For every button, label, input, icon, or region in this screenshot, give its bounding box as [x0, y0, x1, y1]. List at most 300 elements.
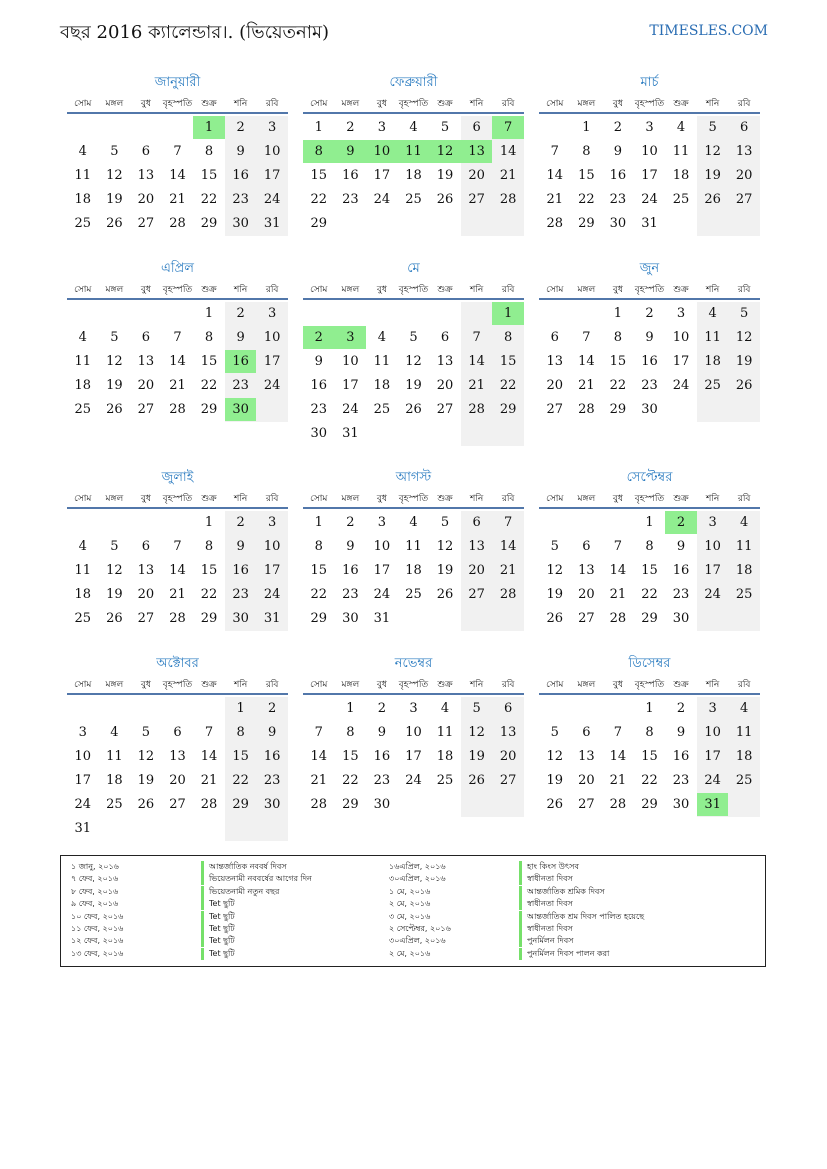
day-cell: 20	[137, 378, 155, 393]
weekday-label: বৃহস্পতি	[398, 680, 429, 690]
day-cell: 11	[398, 140, 430, 163]
day-cell: 28	[499, 192, 517, 207]
month-calendar	[539, 654, 760, 834]
day-cell: 8	[504, 330, 513, 345]
weekday-label: মঙ্গল	[341, 285, 360, 295]
month-calendar	[303, 654, 524, 834]
day-grid	[303, 116, 524, 260]
weekday-label: বৃহস্পতি	[162, 285, 193, 295]
day-cell: 7	[582, 330, 591, 345]
day-cell: 29	[641, 611, 658, 626]
day-cell: 11	[735, 725, 753, 740]
day-cell: 4	[78, 539, 87, 554]
day-cell: 11	[704, 330, 721, 345]
day-grid	[303, 697, 524, 841]
day-cell: 3	[676, 306, 686, 321]
day-cell: 26	[546, 611, 564, 626]
weekday-label: শুক্র	[437, 494, 453, 504]
day-cell: 7	[472, 330, 481, 345]
day-cell: 31	[263, 611, 281, 626]
day-cell: 27	[137, 611, 155, 626]
day-cell: 25	[704, 378, 721, 393]
day-cell: 28	[609, 797, 627, 812]
legend-holiday-name: Tet ছুটি	[201, 898, 235, 910]
day-cell: 14	[499, 539, 517, 554]
day-cell: 5	[740, 306, 749, 321]
day-cell: 14	[468, 354, 485, 369]
weekday-label: রবি	[501, 99, 515, 109]
day-cell: 1	[346, 701, 355, 716]
weekday-label: রবি	[265, 494, 279, 504]
day-cell: 3	[268, 120, 277, 135]
day-cell: 10	[366, 140, 398, 163]
weekday-label: রবি	[265, 285, 279, 295]
day-cell: 27	[137, 402, 155, 417]
day-cell: 1	[582, 120, 591, 135]
day-cell: 22	[641, 773, 658, 788]
day-cell: 31	[641, 216, 658, 231]
day-cell: 2	[303, 326, 335, 349]
day-cell: 22	[200, 192, 218, 207]
day-cell: 13	[578, 563, 595, 578]
month-title: জানুয়ারী	[154, 75, 201, 90]
day-grid	[539, 697, 760, 841]
day-cell: 18	[74, 378, 92, 393]
day-cell: 29	[578, 216, 595, 231]
weekday-label: রবি	[265, 680, 279, 690]
legend-holiday-name: স্বাধীনতা দিবস	[519, 898, 573, 910]
day-cell: 5	[708, 120, 717, 135]
day-cell: 24	[704, 773, 721, 788]
day-cell: 21	[578, 378, 595, 393]
day-cell: 11	[106, 749, 123, 764]
day-cell: 19	[137, 773, 155, 788]
day-cell: 15	[200, 563, 218, 578]
day-cell: 26	[106, 402, 123, 417]
day-cell: 7	[173, 539, 182, 554]
day-cell: 5	[141, 725, 151, 740]
day-cell: 6	[504, 701, 513, 716]
day-cell: 22	[499, 378, 517, 393]
day-cell: 4	[440, 701, 450, 716]
day-cell: 26	[704, 192, 721, 207]
day-cell: 24	[704, 587, 721, 602]
day-cell: 31	[373, 611, 391, 626]
day-cell: 20	[499, 749, 517, 764]
day-cell: 1	[613, 306, 623, 321]
weekday-label: সোম	[74, 99, 92, 109]
weekday-label: শনি	[233, 494, 248, 504]
month-title: মার্চ	[640, 75, 659, 90]
day-cell: 1	[645, 701, 654, 716]
day-cell: 22	[342, 773, 359, 788]
day-cell: 20	[578, 773, 595, 788]
day-cell: 26	[468, 773, 485, 788]
day-cell: 3	[377, 120, 387, 135]
day-cell: 11	[436, 725, 454, 740]
day-cell: 26	[436, 192, 454, 207]
weekday-header	[67, 677, 288, 691]
day-cell: 7	[173, 330, 182, 345]
day-cell: 20	[735, 168, 753, 183]
weekday-label: সোম	[74, 680, 92, 690]
day-cell: 2	[665, 511, 697, 534]
day-cell: 15	[232, 749, 249, 764]
day-cell: 10	[263, 539, 281, 554]
month-calendar	[539, 73, 760, 253]
weekday-label: সোম	[310, 99, 328, 109]
day-cell: 17	[74, 773, 92, 788]
legend-date: ১ মে, ২০১৬	[389, 886, 431, 896]
day-cell: 30	[641, 402, 658, 417]
day-cell: 10	[263, 144, 281, 159]
day-cell: 1	[314, 515, 323, 530]
day-cell: 14	[546, 168, 564, 183]
day-cell: 19	[436, 563, 454, 578]
day-cell: 9	[676, 539, 686, 554]
day-cell: 9	[236, 144, 245, 159]
day-cell: 17	[263, 354, 281, 369]
day-cell: 19	[405, 378, 422, 393]
day-cell: 18	[672, 168, 690, 183]
month-title: ফেব্রুয়ারী	[389, 75, 438, 90]
weekday-label: শুক্র	[673, 285, 689, 295]
day-cell: 3	[708, 701, 717, 716]
day-cell: 16	[342, 563, 359, 578]
legend-date: ৩০এপ্রিল, ২০১৬	[389, 936, 446, 946]
weekday-label: সোম	[546, 680, 564, 690]
weekday-label: বৃহস্পতি	[162, 494, 193, 504]
day-cell: 22	[578, 192, 595, 207]
day-cell: 28	[499, 587, 517, 602]
day-cell: 4	[78, 330, 87, 345]
day-cell: 3	[268, 306, 277, 321]
day-cell: 12	[429, 140, 461, 163]
month-divider	[303, 507, 524, 509]
weekday-label: সোম	[310, 680, 328, 690]
weekday-label: শনি	[233, 285, 248, 295]
day-cell: 22	[200, 378, 218, 393]
day-cell: 15	[310, 168, 328, 183]
day-cell: 9	[613, 144, 623, 159]
day-cell: 16	[232, 168, 249, 183]
month-calendar	[67, 468, 288, 648]
month-divider	[67, 507, 288, 509]
day-cell: 7	[204, 725, 214, 740]
day-cell: 8	[303, 140, 335, 163]
weekday-label: বৃহস্পতি	[398, 494, 429, 504]
day-grid	[67, 302, 288, 446]
day-cell: 18	[735, 563, 753, 578]
day-cell: 7	[613, 725, 623, 740]
day-cell: 20	[468, 563, 485, 578]
day-cell: 21	[169, 378, 186, 393]
day-cell: 7	[492, 116, 524, 139]
day-cell: 30	[225, 398, 257, 421]
day-cell: 2	[236, 306, 245, 321]
day-cell: 27	[468, 587, 485, 602]
day-cell: 19	[106, 587, 123, 602]
day-cell: 18	[74, 192, 92, 207]
day-cell: 17	[263, 168, 281, 183]
day-cell: 8	[645, 539, 654, 554]
day-cell: 16	[672, 749, 690, 764]
day-cell: 16	[609, 168, 627, 183]
legend-date: ২ মে, ২০১৬	[389, 948, 431, 958]
day-cell: 24	[373, 587, 391, 602]
day-cell: 30	[263, 797, 281, 812]
month-divider	[303, 693, 524, 695]
weekday-label: বৃহস্পতি	[634, 494, 665, 504]
day-cell: 12	[436, 539, 454, 554]
day-cell: 30	[672, 611, 690, 626]
month-divider	[303, 112, 524, 114]
day-cell: 1	[236, 701, 245, 716]
day-cell: 18	[704, 354, 721, 369]
legend-date: ৭ ফেব, ২০১৬	[71, 874, 119, 884]
day-cell: 6	[582, 539, 591, 554]
weekday-label: শুক্র	[673, 680, 689, 690]
day-cell: 25	[106, 797, 123, 812]
legend-holiday-name: Tet ছুটি	[201, 923, 235, 935]
weekday-header	[539, 677, 760, 691]
weekday-label: বৃহস্পতি	[398, 285, 429, 295]
weekday-header	[539, 282, 760, 296]
day-cell: 27	[578, 797, 595, 812]
day-cell: 14	[310, 749, 328, 764]
day-cell: 30	[342, 611, 359, 626]
weekday-label: বুধ	[376, 99, 387, 109]
day-cell: 29	[342, 797, 359, 812]
weekday-header	[303, 677, 524, 691]
day-cell: 30	[232, 216, 249, 231]
weekday-label: বুধ	[140, 680, 151, 690]
day-cell: 14	[169, 168, 186, 183]
weekday-label: শুক্র	[437, 99, 453, 109]
day-cell: 23	[232, 587, 249, 602]
weekday-label: শনি	[233, 99, 248, 109]
weekday-header	[303, 96, 524, 110]
day-cell: 21	[499, 168, 517, 183]
day-cell: 17	[672, 354, 690, 369]
day-cell: 20	[137, 192, 155, 207]
weekday-label: শুক্র	[201, 680, 217, 690]
legend-date: ২ সেপ্টেম্বর, ২০১৬	[389, 924, 451, 933]
weekday-label: শুক্র	[437, 285, 453, 295]
day-cell: 9	[645, 330, 654, 345]
day-cell: 24	[405, 773, 422, 788]
day-cell: 22	[310, 192, 328, 207]
day-cell: 11	[735, 539, 753, 554]
weekday-label: রবি	[737, 99, 751, 109]
day-cell: 2	[346, 120, 355, 135]
month-divider	[539, 507, 760, 509]
weekday-label: বৃহস্পতি	[634, 680, 665, 690]
day-cell: 13	[436, 354, 454, 369]
legend-date: ৩ মে, ২০১৬	[389, 911, 431, 921]
day-cell: 6	[173, 725, 182, 740]
day-cell: 26	[546, 797, 564, 812]
day-cell: 6	[472, 120, 481, 135]
month-title: এপ্রিল	[161, 261, 194, 276]
day-cell: 3	[645, 120, 654, 135]
day-cell: 20	[578, 587, 595, 602]
day-cell: 24	[263, 587, 281, 602]
day-cell: 16	[263, 749, 281, 764]
day-cell: 9	[236, 330, 245, 345]
legend-date: ১১ ফেব, ২০১৬	[71, 924, 124, 933]
day-cell: 16	[342, 168, 359, 183]
day-cell: 19	[468, 749, 485, 764]
day-cell: 26	[106, 216, 123, 231]
weekday-label: বৃহস্পতি	[398, 99, 429, 109]
day-cell: 2	[268, 701, 277, 716]
day-cell: 15	[310, 563, 328, 578]
day-cell: 12	[137, 749, 155, 764]
day-cell: 8	[346, 725, 355, 740]
day-cell: 29	[200, 402, 218, 417]
day-cell: 28	[468, 402, 485, 417]
day-cell: 11	[74, 354, 92, 369]
day-cell: 7	[550, 144, 559, 159]
day-cell: 17	[704, 563, 721, 578]
day-cell: 12	[106, 563, 123, 578]
weekday-label: শুক্র	[437, 680, 453, 690]
weekday-header	[539, 491, 760, 505]
day-cell: 12	[704, 144, 721, 159]
weekday-label: সোম	[546, 494, 564, 504]
day-cell: 28	[200, 797, 218, 812]
day-cell: 27	[436, 402, 454, 417]
day-cell: 16	[232, 563, 249, 578]
day-cell: 26	[106, 611, 123, 626]
day-grid	[303, 302, 524, 446]
day-cell: 17	[704, 749, 721, 764]
page-title: বছর 2016 ক্যালেন্ডার।. (ভিয়েতনাম)	[60, 22, 330, 43]
day-cell: 12	[468, 725, 485, 740]
day-cell: 12	[106, 354, 123, 369]
weekday-label: শনি	[705, 285, 720, 295]
day-cell: 7	[613, 539, 623, 554]
day-cell: 28	[169, 216, 186, 231]
day-cell: 31	[74, 821, 92, 836]
day-cell: 17	[263, 563, 281, 578]
weekday-label: বুধ	[376, 285, 387, 295]
day-grid	[539, 511, 760, 655]
weekday-label: সোম	[74, 494, 92, 504]
weekday-label: শনি	[469, 99, 484, 109]
weekday-label: বুধ	[612, 285, 623, 295]
day-cell: 17	[405, 749, 422, 764]
day-cell: 24	[263, 192, 281, 207]
day-cell: 12	[546, 749, 564, 764]
day-cell: 24	[672, 378, 690, 393]
weekday-label: শনি	[469, 494, 484, 504]
day-cell: 25	[373, 402, 391, 417]
weekday-label: মঙ্গল	[577, 680, 596, 690]
weekday-label: শুক্র	[201, 494, 217, 504]
weekday-header	[67, 491, 288, 505]
day-cell: 30	[232, 611, 249, 626]
weekday-label: শুক্র	[201, 99, 217, 109]
day-cell: 8	[314, 539, 323, 554]
day-cell: 21	[310, 773, 328, 788]
day-cell: 28	[310, 797, 328, 812]
weekday-label: মঙ্গল	[341, 494, 360, 504]
month-divider	[539, 693, 760, 695]
legend-holiday-name: আন্তর্জাতিক নববর্ষ দিবস	[201, 861, 287, 873]
day-cell: 25	[735, 773, 753, 788]
legend-date: ১০ ফেব, ২০১৬	[71, 911, 124, 921]
day-cell: 9	[268, 725, 277, 740]
weekday-label: বৃহস্পতি	[634, 99, 665, 109]
weekday-label: বুধ	[140, 285, 151, 295]
day-grid	[303, 511, 524, 655]
day-cell: 30	[609, 216, 627, 231]
day-cell: 10	[373, 539, 391, 554]
month-calendar	[303, 259, 524, 439]
day-cell: 14	[200, 749, 218, 764]
day-cell: 23	[232, 192, 249, 207]
weekday-label: সোম	[310, 285, 328, 295]
day-cell: 18	[735, 749, 753, 764]
day-cell: 23	[263, 773, 281, 788]
day-cell: 2	[676, 701, 686, 716]
weekday-label: মঙ্গল	[341, 99, 360, 109]
weekday-label: রবি	[501, 680, 515, 690]
day-cell: 5	[440, 515, 450, 530]
day-cell: 5	[550, 725, 559, 740]
page-header	[60, 18, 770, 48]
day-cell: 14	[609, 749, 627, 764]
day-cell: 11	[373, 354, 391, 369]
month-divider	[303, 298, 524, 300]
day-cell: 12	[405, 354, 422, 369]
day-cell: 2	[346, 515, 355, 530]
day-cell: 6	[141, 144, 151, 159]
day-cell: 18	[405, 168, 422, 183]
day-cell: 5	[110, 144, 119, 159]
day-grid	[67, 511, 288, 655]
weekday-label: সোম	[74, 285, 92, 295]
weekday-label: মঙ্গল	[577, 494, 596, 504]
legend-holiday-name: আন্তর্জাতিক শ্রমিক দিবস	[519, 886, 605, 898]
day-cell: 15	[609, 354, 627, 369]
day-cell: 4	[110, 725, 119, 740]
day-cell: 6	[582, 725, 591, 740]
day-cell: 4	[708, 306, 717, 321]
day-cell: 19	[735, 354, 753, 369]
day-cell: 24	[342, 402, 359, 417]
day-cell: 31	[263, 216, 281, 231]
day-cell: 28	[546, 216, 564, 231]
day-cell: 4	[409, 515, 418, 530]
weekday-header	[303, 491, 524, 505]
month-calendar	[539, 259, 760, 439]
day-cell: 16	[672, 563, 690, 578]
month-title: নভেম্বর	[394, 656, 433, 671]
legend-holiday-name: আন্তর্জাতিক শ্রম দিবস পালিত হয়েছে	[519, 911, 644, 923]
month-calendar	[67, 654, 288, 834]
weekday-label: সোম	[546, 285, 564, 295]
day-cell: 3	[78, 725, 87, 740]
day-cell: 22	[232, 773, 249, 788]
month-calendar	[303, 73, 524, 253]
weekday-label: রবি	[501, 285, 515, 295]
day-cell: 28	[169, 402, 186, 417]
day-cell: 15	[200, 354, 218, 369]
site-link[interactable]: TIMESLES.COM	[649, 23, 768, 39]
